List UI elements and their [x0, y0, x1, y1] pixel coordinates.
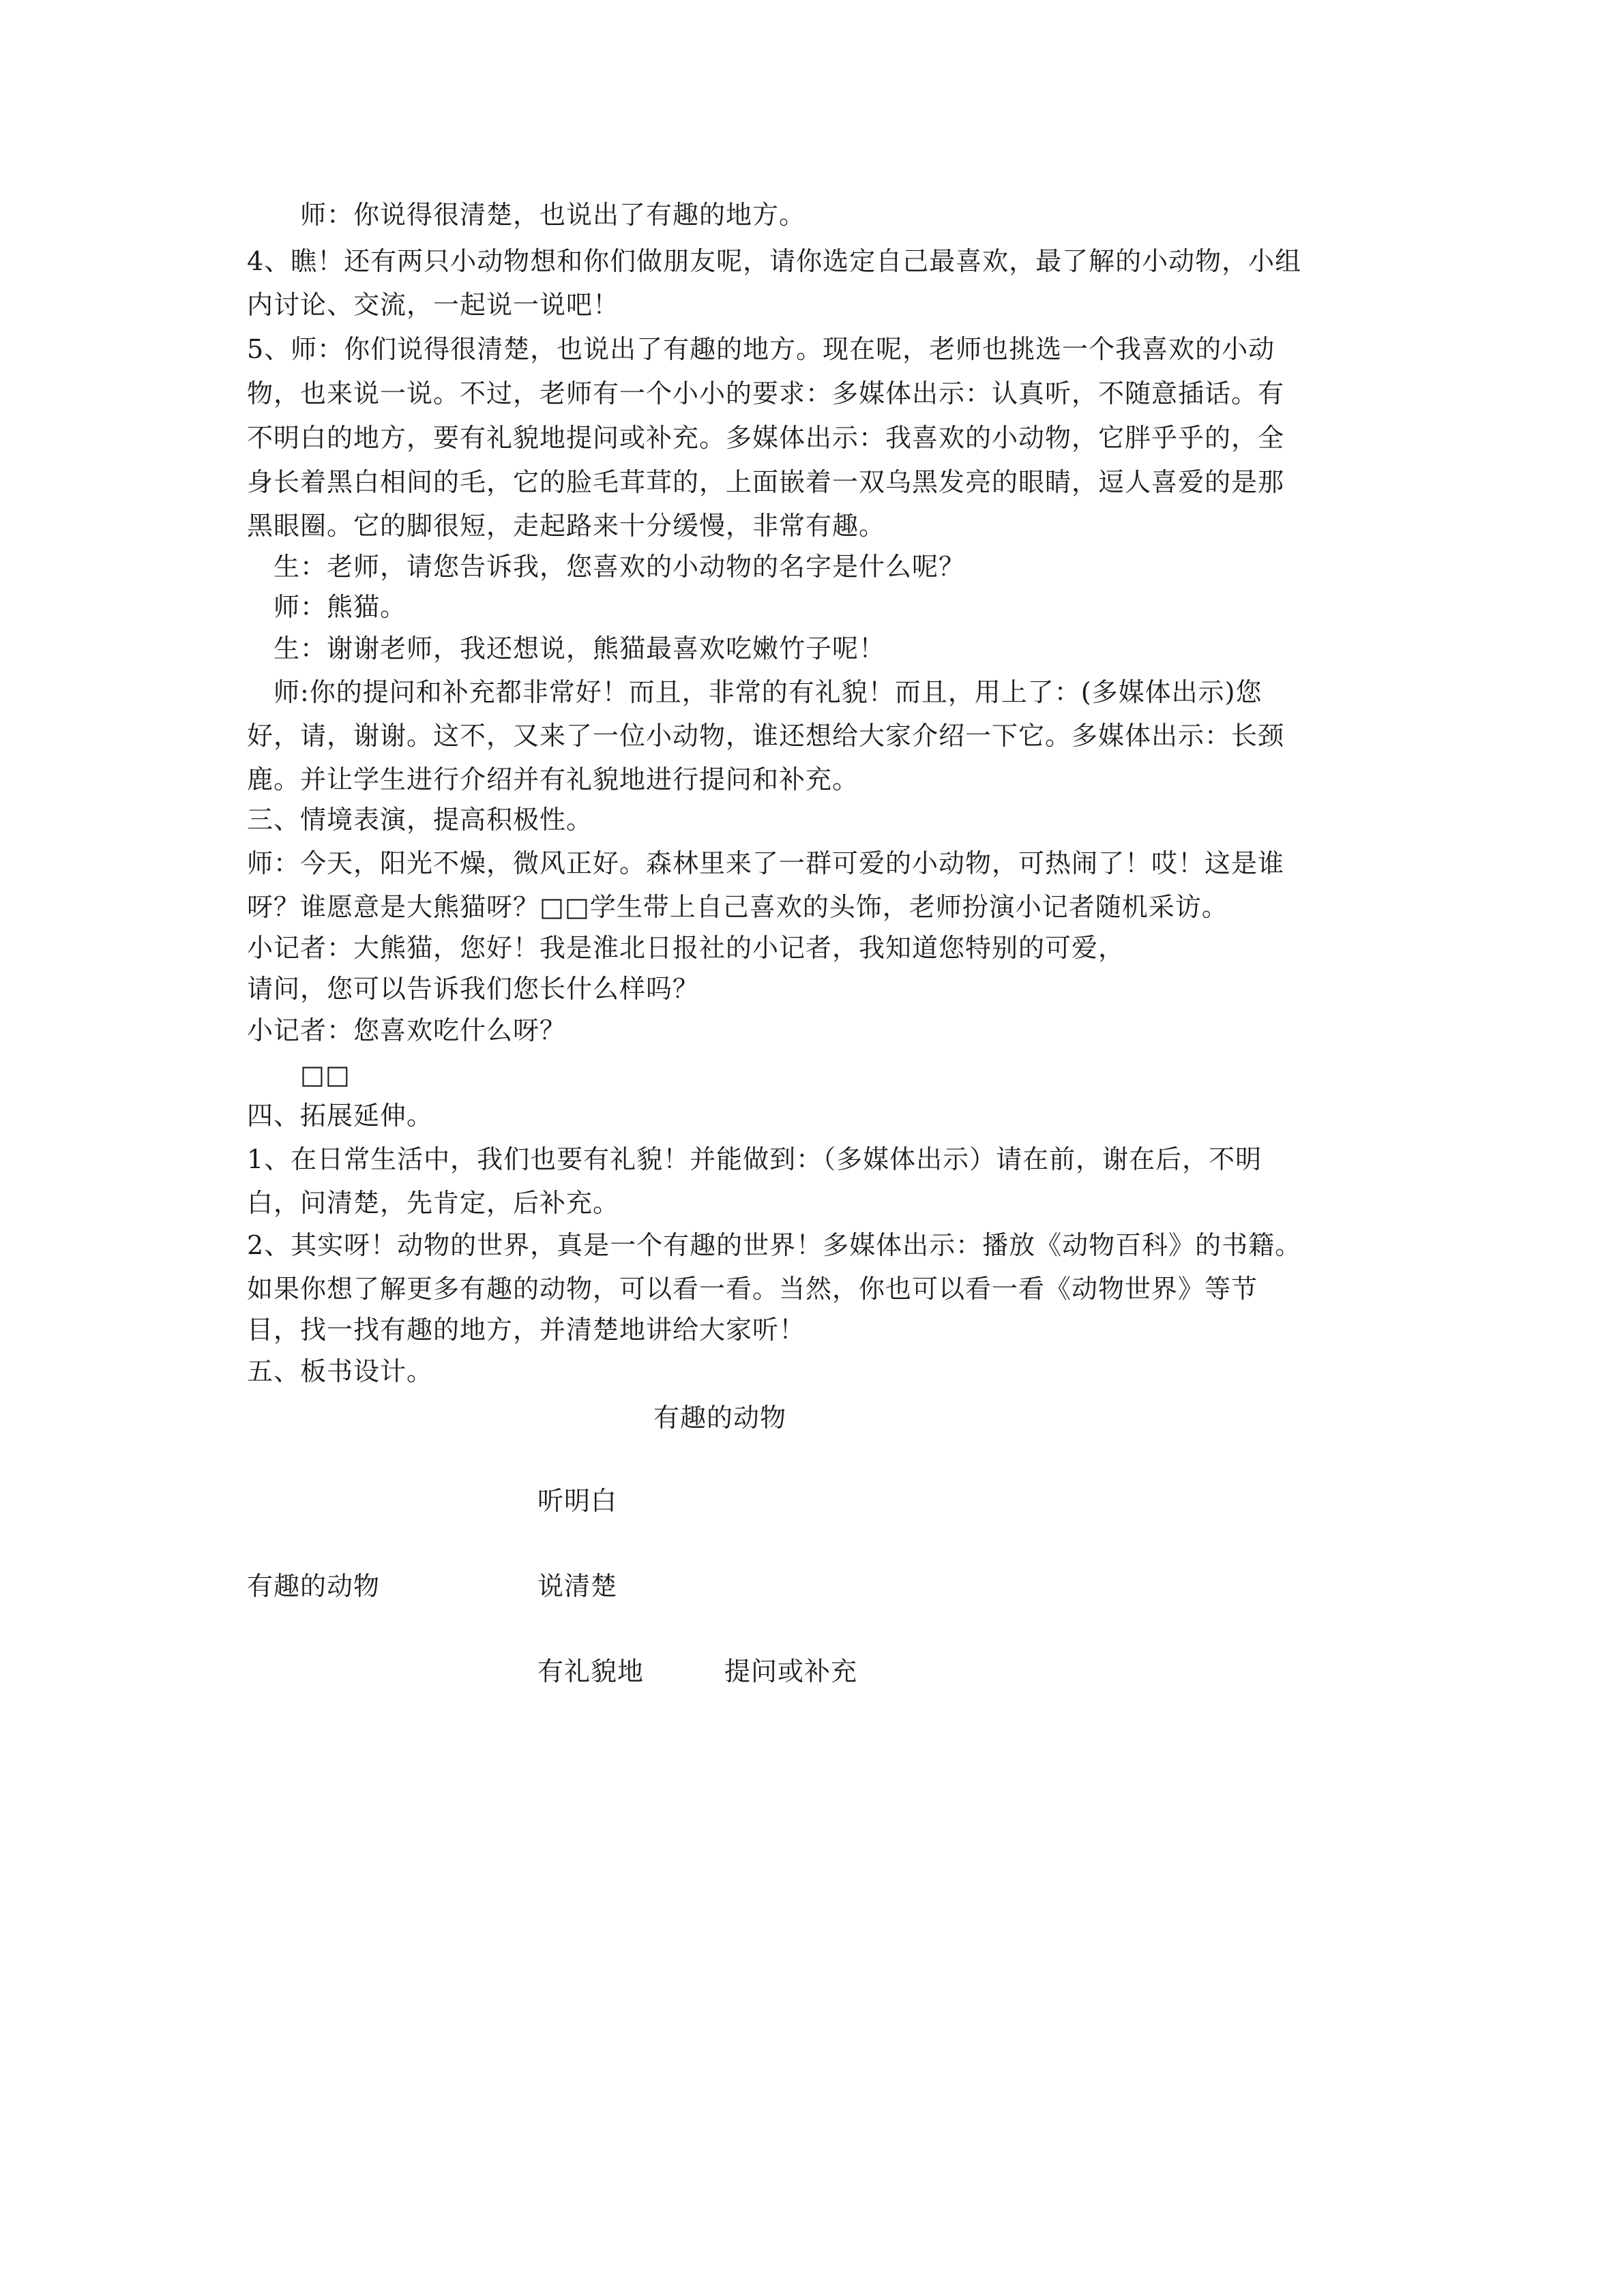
text-line: 内讨论、交流，一起说一说吧！ — [247, 290, 620, 320]
text-line: 不明白的地方，要有礼貌地提问或补充。多媒体出示：我喜欢的小动物，它胖乎乎的，全 — [247, 423, 1285, 453]
text-line: 小记者：大熊猫，您好！我是淮北日报社的小记者，我知道您特别的可爱， — [247, 933, 1125, 963]
text-line: □□ — [247, 1060, 351, 1090]
text-line: 师：熊猫。 — [247, 592, 407, 622]
section-heading: 四、拓展延伸。 — [247, 1101, 434, 1131]
section-heading: 五、板书设计。 — [247, 1356, 434, 1386]
text-line: 生：谢谢老师，我还想说，熊猫最喜欢吃嫩竹子呢！ — [247, 633, 886, 664]
board-left-label: 有趣的动物 — [247, 1571, 381, 1601]
text-line: 2、其实呀！动物的世界，真是一个有趣的世界！多媒体出示：播放《动物百科》的书籍。 — [247, 1230, 1302, 1260]
text-line: 小记者：您喜欢吃什么呀？ — [247, 1015, 567, 1045]
board-item-extra: 提问或补充 — [724, 1656, 858, 1686]
text-line: 1、在日常生活中，我们也要有礼貌！并能做到：（多媒体出示）请在前，谢在后，不明 — [247, 1144, 1263, 1174]
text-line: 目，找一找有趣的地方，并清楚地讲给大家听！ — [247, 1315, 806, 1345]
text-line: 5、师：你们说得很清楚，也说出了有趣的地方。现在呢，老师也挑选一个我喜欢的小动 — [247, 334, 1275, 364]
board-item: 说清楚 — [537, 1571, 618, 1601]
text-line: 请问，您可以告诉我们您长什么样吗？ — [247, 974, 700, 1004]
text-line: 生：老师，请您告诉我，您喜欢的小动物的名字是什么呢？ — [247, 552, 966, 582]
board-item: 听明白 — [537, 1486, 618, 1516]
text-line: 黑眼圈。它的脚很短，走起路来十分缓慢，非常有趣。 — [247, 511, 886, 541]
text-line: 物，也来说一说。不过，老师有一个小小的要求：多媒体出示：认真听，不随意插话。有 — [247, 378, 1285, 408]
text-line: 好，请，谢谢。这不，又来了一位小动物，谁还想给大家介绍一下它。多媒体出示：长颈 — [247, 721, 1285, 751]
text-line: 师:你的提问和补充都非常好！而且，非常的有礼貌！而且，用上了：(多媒体出示)您 — [247, 677, 1263, 707]
text-line: 师：你说得很清楚，也说出了有趣的地方。 — [247, 200, 806, 230]
text-line: 如果你想了解更多有趣的动物，可以看一看。当然，你也可以看一看《动物世界》等节 — [247, 1274, 1258, 1304]
text-line: 呀？谁愿意是大熊猫呀？□□学生带上自己喜欢的头饰，老师扮演小记者随机采访。 — [247, 892, 1228, 922]
text-line: 身长着黑白相间的毛，它的脸毛茸茸的，上面嵌着一双乌黑发亮的眼睛，逗人喜爱的是那 — [247, 467, 1285, 497]
board-item: 有礼貌地 — [537, 1656, 645, 1686]
board-title: 有趣的动物 — [653, 1403, 787, 1433]
text-line: 鹿。并让学生进行介绍并有礼貌地进行提问和补充。 — [247, 764, 859, 794]
text-line: 白，问清楚，先肯定，后补充。 — [247, 1188, 620, 1218]
text-line: 4、瞧！还有两只小动物想和你们做朋友呢，请你选定自己最喜欢，最了解的小动物，小组 — [247, 246, 1302, 276]
section-heading: 三、情境表演，提高积极性。 — [247, 805, 593, 835]
text-line: 师：今天，阳光不燥，微风正好。森林里来了一群可爱的小动物，可热闹了！哎！这是谁 — [247, 848, 1285, 878]
